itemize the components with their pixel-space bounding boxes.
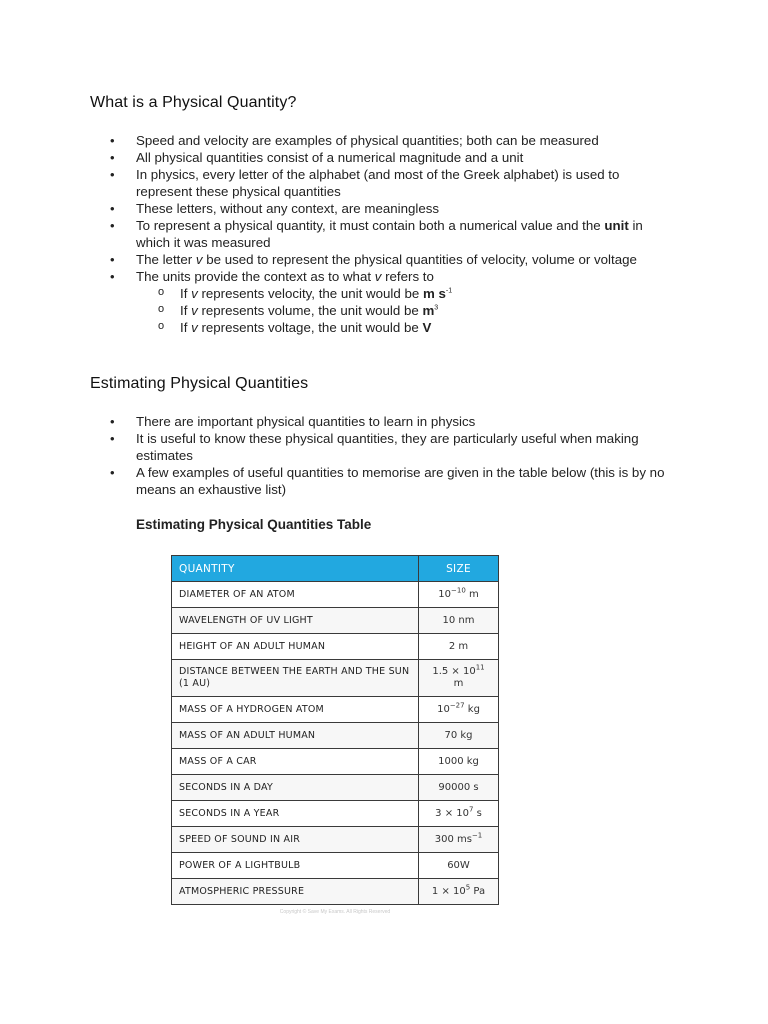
estimating-bullet-list	[108, 413, 678, 498]
table-row	[172, 582, 499, 608]
variable-v: v	[374, 269, 382, 284]
size-cell: 10 nm	[419, 608, 499, 634]
size-cell: 1000 kg	[419, 749, 499, 775]
size-cell: 60W	[419, 853, 499, 879]
list-item	[108, 268, 678, 336]
table-row	[172, 853, 499, 879]
table-row	[172, 634, 499, 660]
sub-item-text: represents volume, the unit would be	[197, 303, 423, 318]
quantity-cell: HEIGHT OF AN ADULT HUMAN	[172, 634, 419, 660]
size-cell: 300 $ms^{-1}$	[419, 827, 499, 853]
physical-quantity-bullet-list	[108, 132, 678, 336]
quantity-cell: DIAMETER OF AN ATOM	[172, 582, 419, 608]
quantity-cell: SECONDS IN A YEAR	[172, 801, 419, 827]
column-header-size: SIZE	[419, 556, 499, 582]
list-item: • Speed and velocity are examples of physical quantities; both can be measured	[108, 132, 678, 149]
unit-label: m s	[422, 286, 446, 301]
physical-quantities-table	[171, 555, 499, 905]
sub-item-text: represents voltage, the unit would be	[197, 320, 423, 335]
quantity-cell: DISTANCE BETWEEN THE EARTH AND THE SUN (1 AU)	[172, 660, 419, 697]
sub-item-text: represents velocity, the unit would be	[197, 286, 423, 301]
list-item: • It is useful to know these physical quantities, they are particularly useful when making estimates	[108, 430, 678, 464]
unit-label: V	[422, 320, 432, 335]
quantity-cell: WAVELENGTH OF UV LIGHT	[172, 608, 419, 634]
table-row	[172, 749, 499, 775]
unit-exponent: 3	[434, 304, 439, 312]
section-heading-estimating: Estimating Physical Quantities	[90, 375, 309, 392]
unit-examples-sub-list	[136, 285, 678, 336]
table-row	[172, 879, 499, 905]
unit-exponent: -1	[445, 287, 453, 295]
quantity-cell: MASS OF A HYDROGEN ATOM	[172, 697, 419, 723]
size-cell: $10^{-10}$ m	[419, 582, 499, 608]
variable-v: v	[191, 303, 198, 318]
table-row	[172, 608, 499, 634]
table-row	[172, 723, 499, 749]
sub-item-text: If	[180, 286, 192, 301]
list-item: • There are important physical quantities to learn in physics	[108, 413, 678, 430]
list-item-text: in which it was measured	[136, 218, 643, 250]
table-row	[172, 775, 499, 801]
column-header-quantity: QUANTITY	[172, 556, 419, 582]
variable-v: v	[191, 320, 198, 335]
quantity-cell: SPEED OF SOUND IN AIR	[172, 827, 419, 853]
sub-list-item	[136, 319, 678, 336]
table-row	[172, 827, 499, 853]
size-cell: $10^{-27}$ kg	[419, 697, 499, 723]
list-item-text: refers to	[381, 269, 434, 284]
table-row	[172, 660, 499, 697]
list-item: • A few examples of useful quantities to memorise are given in the table below (this is by no means an exhaustive list)	[108, 464, 678, 498]
copyright-notice: Copyright © Save My Exams. All Rights Reserved	[279, 909, 391, 915]
section-heading-physical-quantity: What is a Physical Quantity?	[90, 94, 297, 111]
sub-item-text: If	[180, 303, 192, 318]
list-item: • All physical quantities consist of a numerical magnitude and a unit	[108, 149, 678, 166]
list-item-text: The units provide the context as to what	[136, 269, 375, 284]
list-item: • In physics, every letter of the alphabet (and most of the Greek alphabet) is used to represent these physical quantities	[108, 166, 678, 200]
size-cell: 70 kg	[419, 723, 499, 749]
size-cell: $3 \times 10^7$ s	[419, 801, 499, 827]
quantity-cell: MASS OF AN ADULT HUMAN	[172, 723, 419, 749]
size-cell: 90000 s	[419, 775, 499, 801]
list-item	[108, 251, 678, 268]
list-item	[108, 217, 678, 251]
table-row	[172, 801, 499, 827]
sub-item-text: If	[180, 320, 192, 335]
table-header-row	[172, 556, 499, 582]
table-title: Estimating Physical Quantities Table	[136, 517, 372, 532]
list-item-text: The letter	[136, 252, 196, 267]
quantity-cell: ATMOSPHERIC PRESSURE	[172, 879, 419, 905]
list-item-text: be used to represent the physical quantities of velocity, volume or voltage	[202, 252, 637, 267]
variable-v: v	[195, 252, 203, 267]
quantity-cell: SECONDS IN A DAY	[172, 775, 419, 801]
quantity-cell: POWER OF A LIGHTBULB	[172, 853, 419, 879]
list-item-text: To represent a physical quantity, it must contain both a numerical value and the	[136, 218, 605, 233]
quantity-cell: MASS OF A CAR	[172, 749, 419, 775]
bold-term-unit: unit	[604, 218, 629, 233]
variable-v: v	[191, 286, 198, 301]
size-cell: $1 \times 10^5$ Pa	[419, 879, 499, 905]
sub-list-item	[136, 285, 678, 302]
table-row	[172, 697, 499, 723]
size-cell: 2 m	[419, 634, 499, 660]
list-item: • These letters, without any context, are meaningless	[108, 200, 678, 217]
size-cell: $1.5 \times 10^{11}$ m	[419, 660, 499, 697]
unit-label: m	[422, 303, 435, 318]
sub-list-item	[136, 302, 678, 319]
